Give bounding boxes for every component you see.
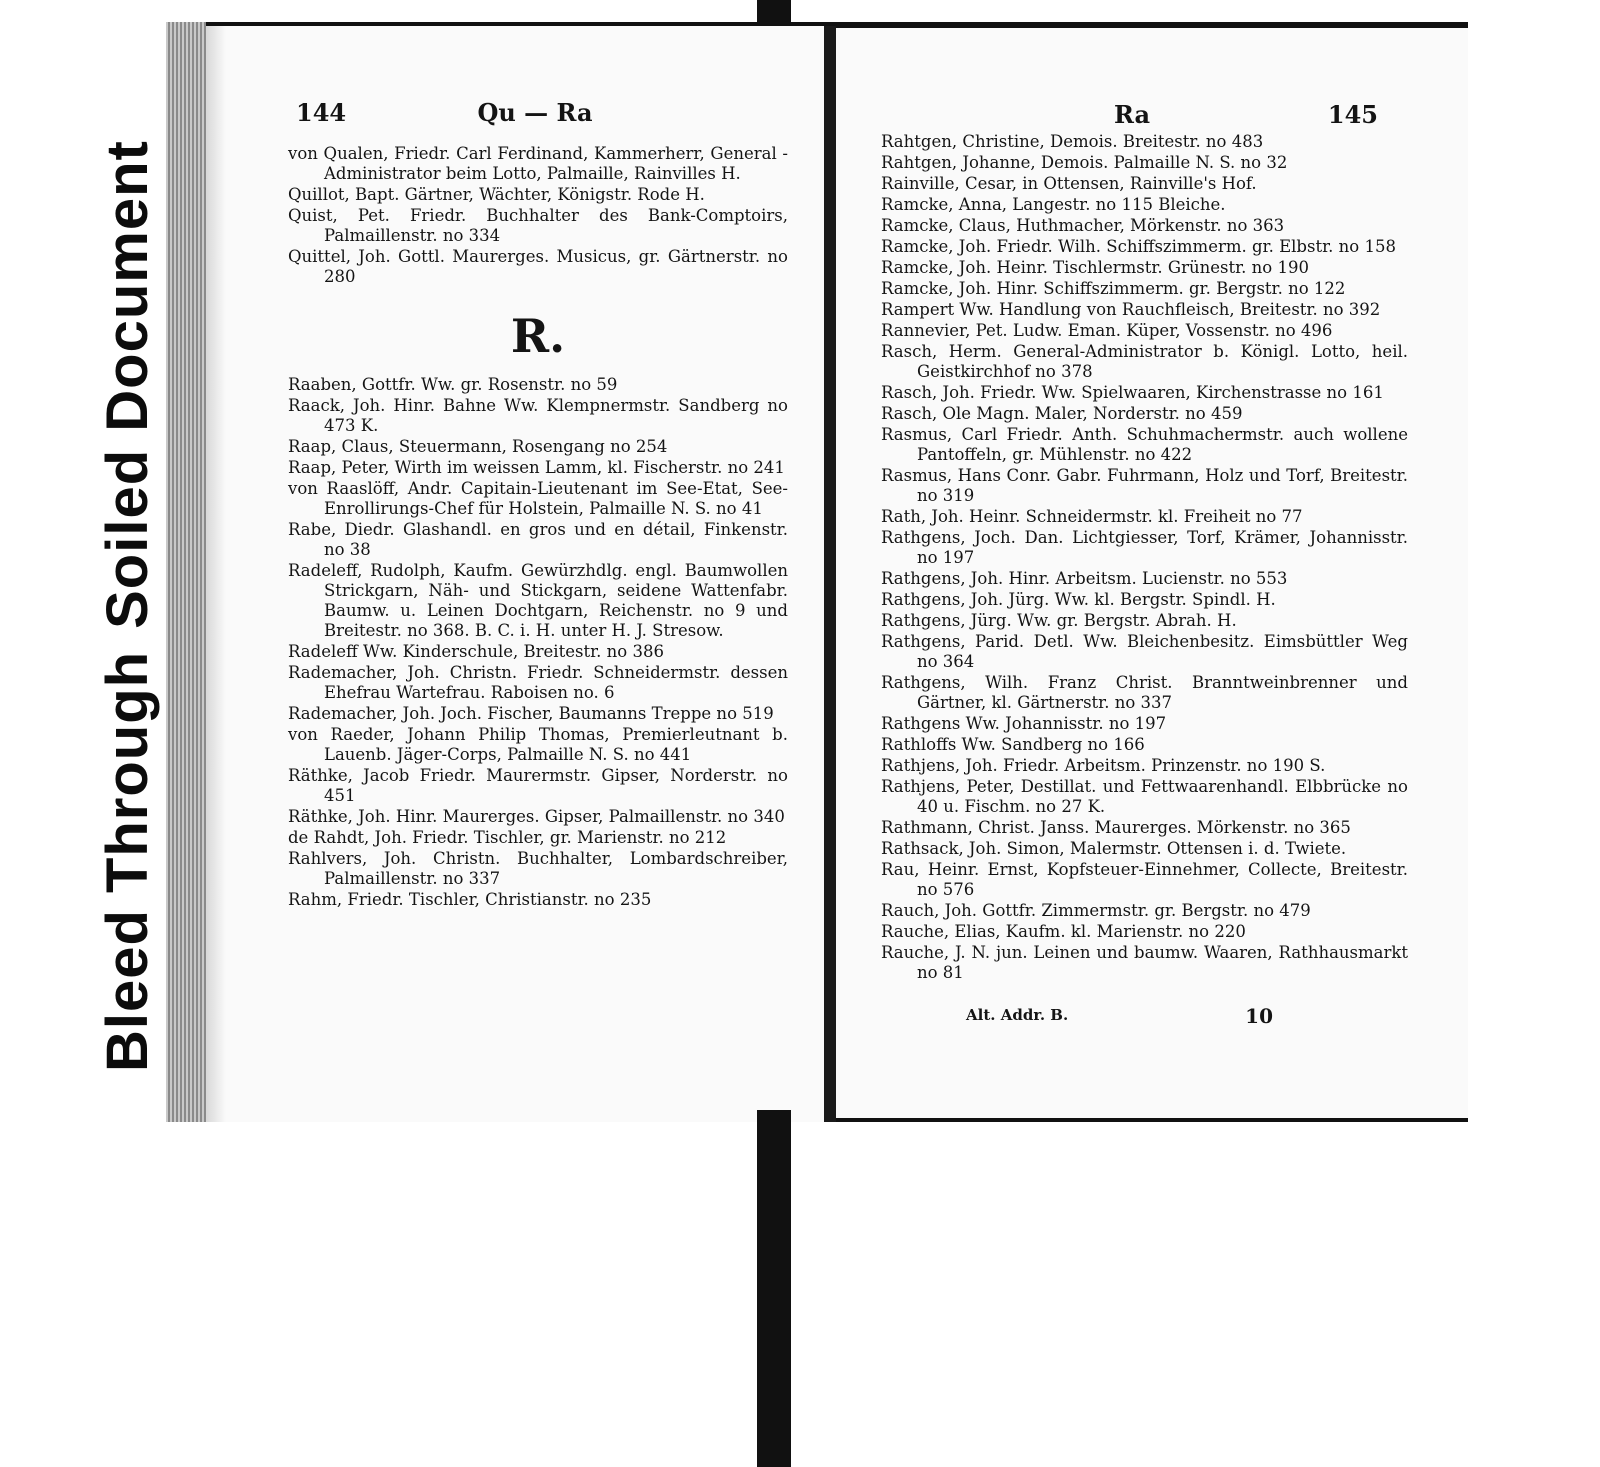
- entries-qu: [288, 144, 788, 287]
- page-edges: [166, 22, 206, 1122]
- side-banner: [78, 40, 178, 1072]
- directory-entry: Rahtgen, Johanne, Demois. Palmaille N. S. no 32: [881, 153, 1288, 172]
- right-page-running-head: Ra: [1113, 100, 1151, 129]
- directory-entry: Rath, Joh. Heinr. Schneidermstr. kl. Freiheit no 77: [881, 507, 1303, 526]
- directory-entry: Räthke, Joh. Hinr. Maurerges. Gipser, Palmaillenstr. no 340: [288, 807, 785, 826]
- footer-signature: Alt. Addr. B.: [966, 1006, 1069, 1024]
- directory-entry: von Qualen, Friedr. Carl Ferdinand, Kammerherr, General - Administrator beim Lotto, Palmaille, Rainvilles H.: [288, 144, 788, 183]
- directory-entry: Rasch, Herm. General-Administrator b. Königl. Lotto, heil. Geistkirchhof no 378: [881, 342, 1408, 381]
- directory-entry: Rasmus, Hans Conr. Gabr. Fuhrmann, Holz und Torf, Breitestr. no 319: [881, 466, 1408, 505]
- binding-strip-top: [757, 0, 791, 22]
- binding-strip-bottom: [757, 1110, 791, 1467]
- right-page-number: 145: [1327, 100, 1378, 129]
- banner-word-bleed: Bleed: [95, 909, 160, 1072]
- directory-entry: Quillot, Bapt. Gärtner, Wächter, Königstr. Rode H.: [288, 185, 705, 204]
- banner-label: [78, 134, 178, 1072]
- banner-word-through: Through: [95, 650, 160, 894]
- directory-entry: Ramcke, Joh. Friedr. Wilh. Schiffszimmerm. gr. Elbstr. no 158: [881, 237, 1396, 256]
- left-page-entries: [288, 144, 788, 911]
- directory-entry: Rathgens, Wilh. Franz Christ. Branntweinbrenner und Gärtner, kl. Gärtnerstr. no 337: [881, 673, 1408, 712]
- directory-entry: Rathjens, Joh. Friedr. Arbeitsm. Prinzenstr. no 190 S.: [881, 756, 1326, 775]
- directory-entry: Rathsack, Joh. Simon, Malermstr. Ottensen i. d. Twiete.: [881, 839, 1347, 858]
- directory-entry: Raack, Joh. Hinr. Bahne Ww. Klempnermstr. Sandberg no 473 K.: [288, 396, 788, 435]
- directory-entry: Rauch, Joh. Gottfr. Zimmermstr. gr. Bergstr. no 479: [881, 901, 1311, 920]
- directory-entry: Rainville, Cesar, in Ottensen, Rainville's Hof.: [881, 174, 1257, 193]
- directory-entry: Rannevier, Pet. Ludw. Eman. Küper, Vossenstr. no 496: [881, 321, 1333, 340]
- directory-entry: Rahlvers, Joh. Christn. Buchhalter, Lombardschreiber, Palmaillenstr. no 337: [288, 849, 788, 888]
- left-page-running-head: Qu — Ra: [477, 98, 593, 127]
- directory-entry: Radeleff, Rudolph, Kaufm. Gewürzhdlg. engl. Baumwollen Strickgarn, Näh- und Stickgarn, seidene Wattenfabr. Baumw. u. Leinen Dochtgarn, Reichenstr. no 9 und Breitestr. no 368. B. C. i. H. unter H. J. Stresow.: [288, 561, 788, 640]
- left-page-number: 144: [296, 98, 347, 127]
- directory-entry: Ramcke, Anna, Langestr. no 115 Bleiche.: [881, 195, 1226, 214]
- directory-entry: Raap, Claus, Steuermann, Rosengang no 254: [288, 437, 668, 456]
- directory-entry: von Raaslöff, Andr. Capitain-Lieutenant im See-Etat, See-Enrollirungs-Chef für Holstein, Palmaille N. S. no 41: [288, 479, 788, 518]
- banner-word-soiled-document: Soiled Document: [95, 134, 160, 635]
- footer-sheet-number: 10: [1245, 1004, 1273, 1028]
- section-letter: R.: [510, 309, 566, 363]
- directory-entry: Rampert Ww. Handlung von Rauchfleisch, Breitestr. no 392: [881, 300, 1381, 319]
- directory-entry: Rasch, Ole Magn. Maler, Norderstr. no 459: [881, 404, 1243, 423]
- right-page-footer: [926, 1004, 1378, 1028]
- directory-entry: Rahtgen, Christine, Demois. Breitestr. no 483: [881, 132, 1264, 151]
- directory-entry: von Raeder, Johann Philip Thomas, Premierleutnant b. Lauenb. Jäger-Corps, Palmaille N. S. no 441: [288, 725, 788, 764]
- left-page-header: [206, 98, 824, 138]
- directory-entry: Rathgens Ww. Johannisstr. no 197: [881, 714, 1167, 733]
- directory-entry: Rathloffs Ww. Sandberg no 166: [881, 735, 1145, 754]
- directory-entry: Rauche, Elias, Kaufm. kl. Marienstr. no 220: [881, 922, 1246, 941]
- directory-entry: Rathgens, Jürg. Ww. gr. Bergstr. Abrah. H.: [881, 611, 1237, 630]
- book-gutter: [824, 26, 836, 1122]
- directory-entry: Rasch, Joh. Friedr. Ww. Spielwaaren, Kirchenstrasse no 161: [881, 383, 1384, 402]
- directory-entry: Rauche, J. N. jun. Leinen und baumw. Waaren, Rathhausmarkt no 81: [881, 943, 1408, 982]
- directory-entry: Raap, Peter, Wirth im weissen Lamm, kl. Fischerstr. no 241: [288, 458, 785, 477]
- directory-entry: Ramcke, Claus, Huthmacher, Mörkenstr. no 363: [881, 216, 1285, 235]
- directory-entry: Quist, Pet. Friedr. Buchhalter des Bank-Comptoirs, Palmaillenstr. no 334: [288, 206, 788, 245]
- directory-entry: Räthke, Jacob Friedr. Maurermstr. Gipser, Norderstr. no 451: [288, 766, 788, 805]
- directory-entry: Radeleff Ww. Kinderschule, Breitestr. no 386: [288, 642, 664, 661]
- directory-entry: Rathgens, Parid. Detl. Ww. Bleichenbesitz. Eimsbüttler Weg no 364: [881, 632, 1408, 671]
- entries-r: [288, 375, 788, 910]
- directory-entry: Rathgens, Joh. Hinr. Arbeitsm. Lucienstr. no 553: [881, 569, 1288, 588]
- directory-entry: Ramcke, Joh. Heinr. Tischlermstr. Grünestr. no 190: [881, 258, 1309, 277]
- directory-entry: Rademacher, Joh. Joch. Fischer, Baumanns Treppe no 519: [288, 704, 774, 723]
- directory-entry: Rasmus, Carl Friedr. Anth. Schuhmachermstr. auch wollene Pantoffeln, gr. Mühlenstr. no 422: [881, 425, 1408, 464]
- directory-entry: Rathjens, Peter, Destillat. und Fettwaarenhandl. Elbbrücke no 40 u. Fischm. no 27 K.: [881, 777, 1408, 816]
- directory-entry: Quittel, Joh. Gottl. Maurerges. Musicus, gr. Gärtnerstr. no 280: [288, 247, 788, 286]
- directory-entry: Rathgens, Joh. Jürg. Ww. kl. Bergstr. Spindl. H.: [881, 590, 1276, 609]
- directory-entry: Rademacher, Joh. Christn. Friedr. Schneidermstr. dessen Ehefrau Wartefrau. Raboisen no. 6: [288, 663, 788, 702]
- directory-entry: Rathgens, Joch. Dan. Lichtgiesser, Torf, Krämer, Johannisstr. no 197: [881, 528, 1408, 567]
- directory-entry: Rathmann, Christ. Janss. Maurerges. Mörkenstr. no 365: [881, 818, 1351, 837]
- directory-entry: Rahm, Friedr. Tischler, Christianstr. no 235: [288, 890, 652, 909]
- directory-entry: Rau, Heinr. Ernst, Kopfsteuer-Einnehmer, Collecte, Breitestr. no 576: [881, 860, 1408, 899]
- directory-entry: Ramcke, Joh. Hinr. Schiffszimmerm. gr. Bergstr. no 122: [881, 279, 1346, 298]
- right-page: [836, 28, 1468, 1118]
- left-page: [206, 26, 824, 1122]
- directory-entry: Raaben, Gottfr. Ww. gr. Rosenstr. no 59: [288, 375, 618, 394]
- directory-entry: de Rahdt, Joh. Friedr. Tischler, gr. Marienstr. no 212: [288, 828, 727, 847]
- directory-entry: Rabe, Diedr. Glashandl. en gros und en détail, Finkenstr. no 38: [288, 520, 788, 559]
- right-page-entries: [881, 132, 1408, 984]
